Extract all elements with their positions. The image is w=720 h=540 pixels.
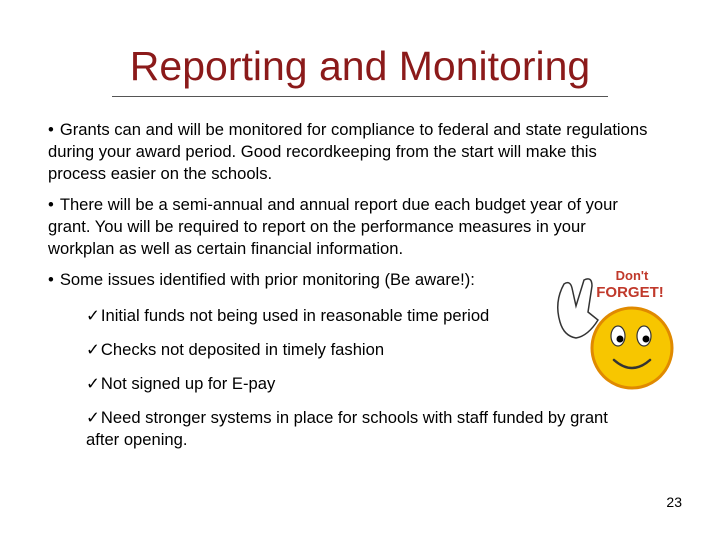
bullet-dot: •: [48, 270, 54, 289]
checklist-text: Initial funds not being used in reasonable time period: [100, 306, 490, 325]
check-icon: ✓: [86, 408, 100, 427]
dont-forget-clipart: [540, 262, 700, 392]
smiley-eye-right: [637, 326, 651, 346]
bullet-item: [48, 194, 648, 260]
page-number: 23: [666, 494, 682, 510]
dont-forget-line2: FORGET!: [596, 284, 664, 301]
checklist-item: [86, 305, 616, 327]
checklist-text: Need stronger systems in place for schools with staff funded by grant after opening.: [86, 408, 608, 449]
checklist-text: Not signed up for E-pay: [100, 374, 276, 393]
smiley-eye-left: [611, 326, 625, 346]
check-icon: ✓: [86, 306, 100, 325]
bullet-item: [48, 119, 648, 185]
bullet-text: Some issues identified with prior monitoring (Be aware!):: [59, 270, 475, 289]
checklist-item: [86, 373, 616, 395]
hand-icon: [558, 279, 598, 338]
title-underline: [112, 96, 608, 97]
slide-title: Reporting and Monitoring: [129, 43, 591, 89]
smiley-pupil-left: [617, 336, 624, 343]
bullet-dot: •: [48, 195, 54, 214]
checklist-item: [86, 407, 616, 451]
smiley-face-icon: [592, 308, 672, 388]
check-icon: ✓: [86, 340, 100, 359]
dont-forget-line1: Don't: [615, 268, 649, 283]
checklist-item: [86, 339, 616, 361]
bullet-text: Grants can and will be monitored for compliance to federal and state regulations during your award period. Good recordkeeping from the start will make this process easier on the schools.: [48, 120, 648, 183]
smiley-pupil-right: [643, 336, 650, 343]
checklist-text: Checks not deposited in timely fashion: [100, 340, 385, 359]
check-icon: ✓: [86, 374, 100, 393]
bullet-text: There will be a semi-annual and annual report due each budget year of your grant. You will be required to report on the performance measures in your workplan as well as certain financial information.: [48, 195, 618, 258]
bullet-dot: •: [48, 120, 54, 139]
